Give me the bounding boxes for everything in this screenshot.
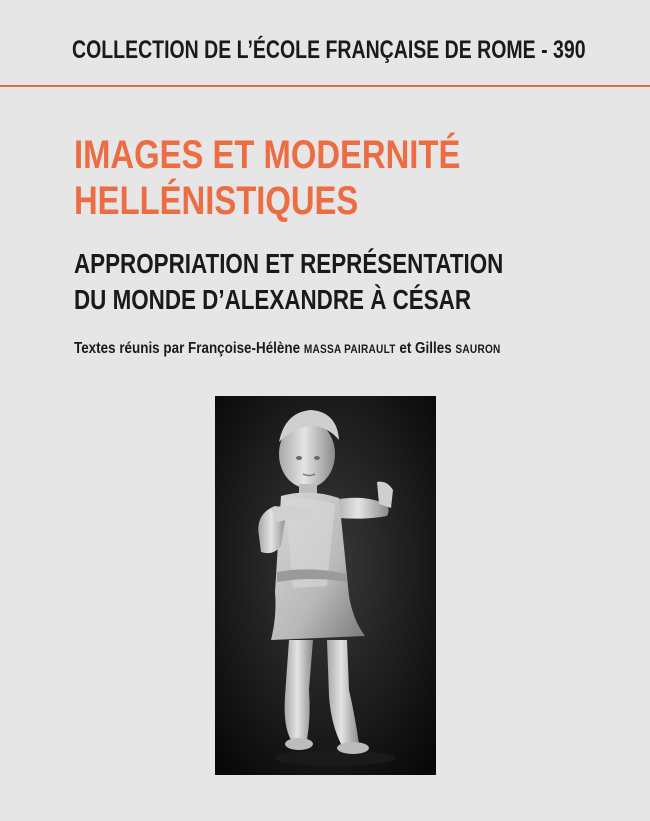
subtitle-line-2: DU MONDE D’ALEXANDRE À CÉSAR xyxy=(74,284,471,315)
editor-name-1: MASSA PAIRAULT xyxy=(303,342,396,356)
editors-middle: et Gilles xyxy=(395,340,456,357)
title-line-1: IMAGES ET MODERNITÉ xyxy=(74,133,461,177)
subtitle-line-1: APPROPRIATION ET REPRÉSENTATION xyxy=(74,248,504,279)
header-rule xyxy=(0,85,650,87)
series-title xyxy=(72,36,586,65)
editors-prefix: Textes réunis par Françoise-Hélène xyxy=(74,340,304,357)
series-text: COLLECTION DE L’ÉCOLE FRANÇAISE DE ROME - 390 xyxy=(72,36,586,64)
editor-name-2: SAURON xyxy=(455,342,501,356)
title-line-2: HELLÉNISTIQUES xyxy=(74,179,359,223)
editors-line xyxy=(74,340,501,358)
statue-photo xyxy=(215,396,436,775)
book-title xyxy=(74,132,460,224)
book-subtitle xyxy=(74,246,503,318)
statue-illustration xyxy=(215,396,436,775)
